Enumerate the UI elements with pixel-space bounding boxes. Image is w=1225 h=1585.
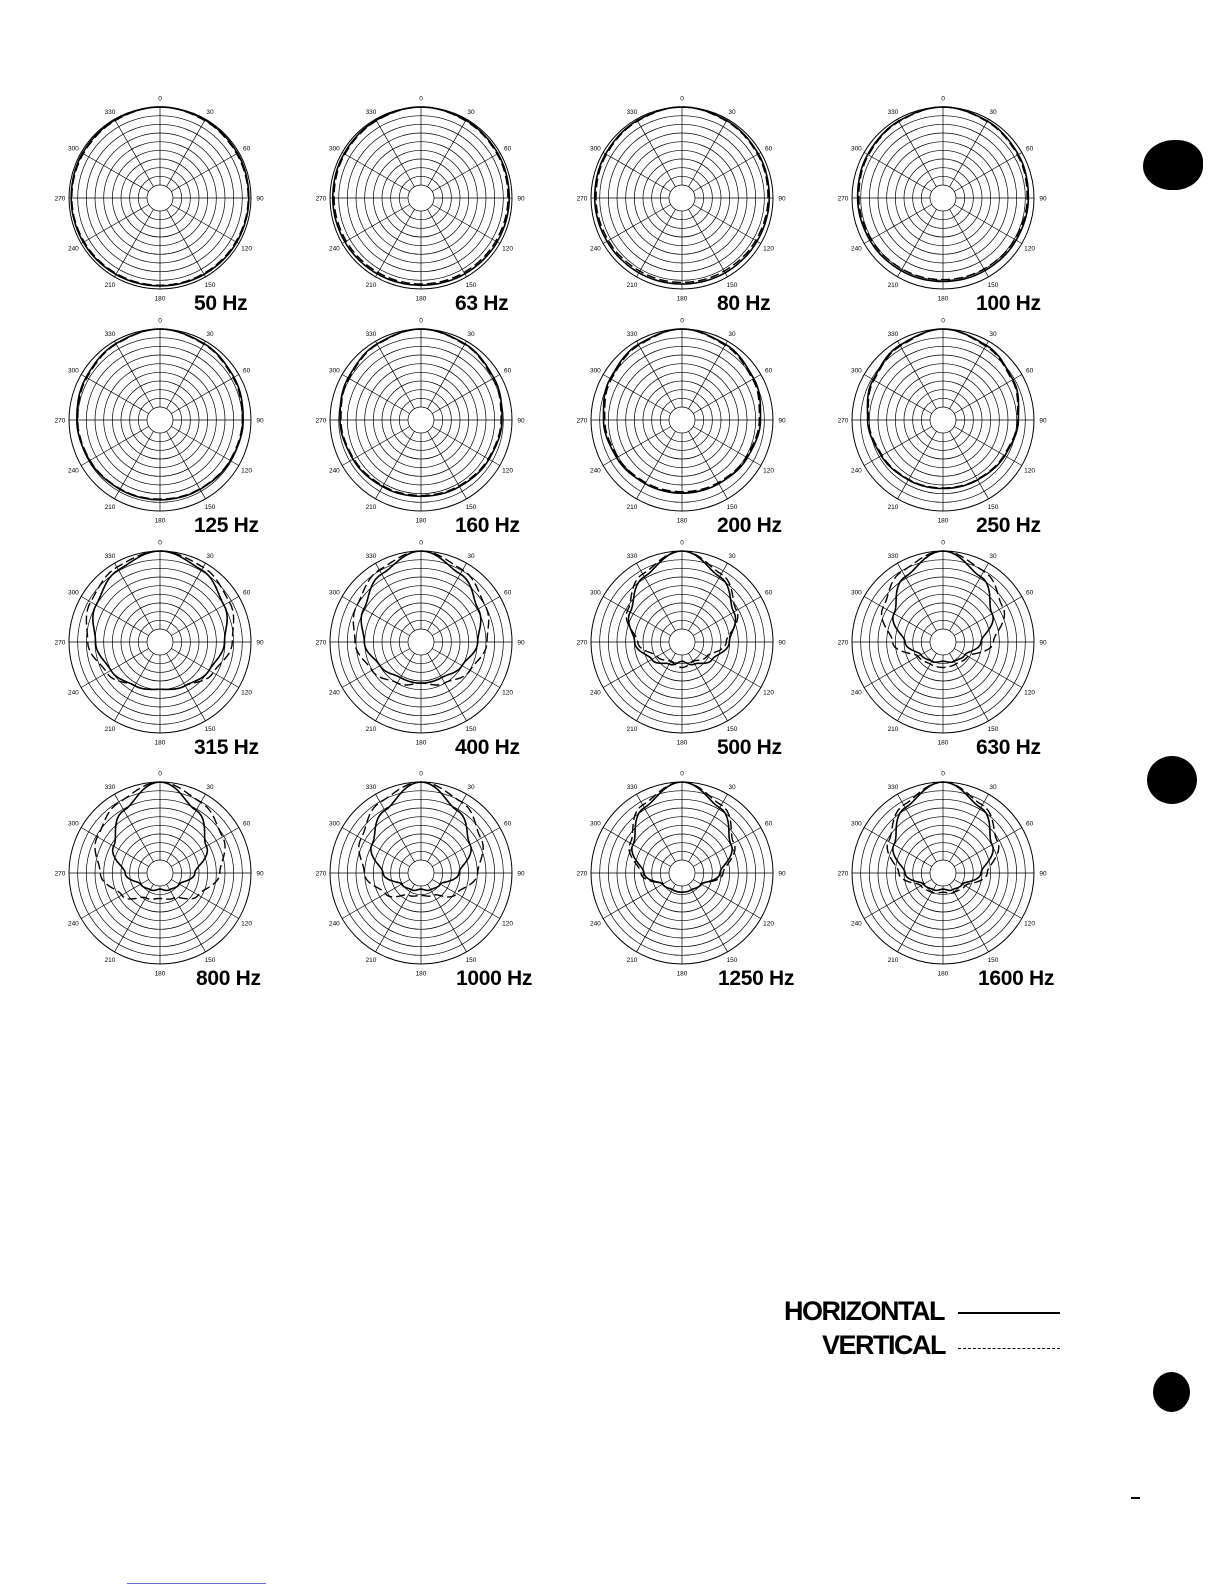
angle-tick-label: 270 <box>315 195 327 203</box>
angle-tick-label: 270 <box>315 639 327 647</box>
angle-tick-label: 60 <box>242 589 251 597</box>
angle-tick-label: 210 <box>365 726 377 734</box>
angle-tick-label: 90 <box>778 639 786 647</box>
angle-tick-label: 120 <box>502 245 514 253</box>
chart-title-50hz: 50 Hz <box>194 292 248 315</box>
angle-tick-label: 30 <box>467 108 475 116</box>
angle-tick-label: 60 <box>1025 589 1034 597</box>
angle-tick-label: 210 <box>887 504 899 512</box>
angle-tick-label: 120 <box>502 467 514 475</box>
angle-tick-label: 30 <box>206 330 214 338</box>
angle-tick-label: 30 <box>467 330 475 338</box>
angle-tick-label: 30 <box>206 552 214 560</box>
angle-tick-label: 0 <box>158 317 162 325</box>
angle-tick-label: 60 <box>1025 145 1034 153</box>
angle-tick-label: 180 <box>937 295 949 303</box>
angle-tick-label: 0 <box>680 95 684 103</box>
angle-tick-label: 240 <box>589 467 601 475</box>
angle-tick-label: 270 <box>315 417 327 425</box>
angle-tick-label: 90 <box>778 195 786 203</box>
angle-tick-label: 240 <box>328 920 340 928</box>
angle-tick-label: 210 <box>626 957 638 965</box>
angle-tick-label: 150 <box>465 282 477 290</box>
angle-tick-label: 60 <box>503 589 512 597</box>
angle-tick-label: 210 <box>626 726 638 734</box>
angle-tick-label: 30 <box>989 783 997 791</box>
angle-tick-label: 150 <box>465 504 477 512</box>
angle-tick-label: 0 <box>419 317 423 325</box>
chart-title-315hz: 315 Hz <box>194 736 259 759</box>
polar-chart-2 <box>577 96 786 303</box>
punch-hole-bottom <box>1153 1372 1190 1412</box>
angle-tick-label: 150 <box>204 282 216 290</box>
angle-tick-label: 30 <box>467 552 475 560</box>
polar-ring <box>930 629 956 655</box>
angle-tick-label: 330 <box>104 783 116 791</box>
angle-tick-label: 90 <box>517 870 525 878</box>
angle-tick-label: 90 <box>517 417 525 425</box>
chart-title-800hz: 800 Hz <box>196 967 261 990</box>
angle-tick-label: 330 <box>626 783 638 791</box>
angle-tick-label: 60 <box>503 145 512 153</box>
polar-ring <box>930 860 956 886</box>
scan-mark <box>1131 1497 1140 1499</box>
legend-vertical-label: VERTICAL <box>822 1330 945 1360</box>
angle-tick-label: 150 <box>204 957 216 965</box>
angle-tick-label: 300 <box>589 145 601 153</box>
angle-tick-label: 90 <box>517 195 525 203</box>
polar-chart-1 <box>316 96 525 303</box>
angle-tick-label: 180 <box>154 970 166 978</box>
chart-title-630hz: 630 Hz <box>976 736 1041 759</box>
chart-title-100hz: 100 Hz <box>976 292 1041 315</box>
angle-tick-label: 210 <box>365 957 377 965</box>
angle-tick-label: 120 <box>502 689 514 697</box>
chart-title-500hz: 500 Hz <box>717 736 782 759</box>
angle-tick-label: 150 <box>987 726 999 734</box>
angle-tick-label: 240 <box>328 245 340 253</box>
chart-title-125hz: 125 Hz <box>194 514 259 537</box>
polar-chart-11 <box>838 540 1047 747</box>
angle-tick-label: 120 <box>1024 920 1036 928</box>
angle-tick-label: 240 <box>589 245 601 253</box>
angle-tick-label: 60 <box>1025 820 1034 828</box>
angle-tick-label: 60 <box>503 820 512 828</box>
angle-tick-label: 0 <box>680 539 684 547</box>
angle-tick-label: 90 <box>1039 195 1047 203</box>
legend-horizontal-line <box>958 1312 1060 1314</box>
angle-tick-label: 60 <box>242 145 251 153</box>
angle-tick-label: 60 <box>764 367 773 375</box>
angle-tick-label: 120 <box>1024 689 1036 697</box>
polar-chart-7 <box>838 318 1047 525</box>
angle-tick-label: 330 <box>104 108 116 116</box>
polar-ring <box>669 407 695 433</box>
angle-tick-label: 180 <box>937 739 949 747</box>
angle-tick-label: 270 <box>54 639 66 647</box>
angle-tick-label: 60 <box>242 820 251 828</box>
angle-tick-label: 210 <box>104 957 116 965</box>
angle-tick-label: 0 <box>680 317 684 325</box>
angle-tick-label: 180 <box>154 295 166 303</box>
angle-tick-label: 240 <box>328 689 340 697</box>
angle-tick-label: 330 <box>104 330 116 338</box>
angle-tick-label: 0 <box>158 539 162 547</box>
angle-tick-label: 300 <box>328 367 340 375</box>
angle-tick-label: 0 <box>941 95 945 103</box>
angle-tick-label: 270 <box>576 195 588 203</box>
angle-tick-label: 90 <box>1039 639 1047 647</box>
angle-tick-label: 240 <box>589 920 601 928</box>
angle-tick-label: 300 <box>850 820 862 828</box>
angle-tick-label: 210 <box>626 282 638 290</box>
angle-tick-label: 210 <box>104 726 116 734</box>
chart-title-1000hz: 1000 Hz <box>456 967 533 990</box>
angle-tick-label: 30 <box>206 783 214 791</box>
angle-tick-label: 240 <box>850 467 862 475</box>
angle-tick-label: 0 <box>941 539 945 547</box>
angle-tick-label: 180 <box>415 970 427 978</box>
angle-tick-label: 210 <box>104 504 116 512</box>
polar-ring <box>147 407 173 433</box>
angle-tick-label: 120 <box>241 689 253 697</box>
angle-tick-label: 60 <box>764 589 773 597</box>
angle-tick-label: 330 <box>626 552 638 560</box>
polar-ring <box>930 407 956 433</box>
polar-chart-4 <box>55 318 264 525</box>
angle-tick-label: 0 <box>419 95 423 103</box>
polar-ring <box>147 185 173 211</box>
polar-ring <box>408 185 434 211</box>
polar-chart-6 <box>577 318 786 525</box>
angle-tick-label: 60 <box>503 367 512 375</box>
polar-ring <box>930 185 956 211</box>
chart-title-63hz: 63 Hz <box>455 292 509 315</box>
angle-tick-label: 180 <box>415 295 427 303</box>
polar-ring <box>408 629 434 655</box>
polar-ring <box>669 860 695 886</box>
polar-chart-3 <box>838 96 1047 303</box>
angle-tick-label: 0 <box>941 317 945 325</box>
angle-tick-label: 330 <box>365 552 377 560</box>
angle-tick-label: 330 <box>365 783 377 791</box>
angle-tick-label: 30 <box>728 330 736 338</box>
scan-underline <box>127 1583 266 1584</box>
angle-tick-label: 180 <box>937 517 949 525</box>
angle-tick-label: 150 <box>726 726 738 734</box>
angle-tick-label: 120 <box>763 689 775 697</box>
angle-tick-label: 210 <box>365 282 377 290</box>
angle-tick-label: 0 <box>419 770 423 778</box>
angle-tick-label: 210 <box>104 282 116 290</box>
angle-tick-label: 180 <box>415 739 427 747</box>
angle-tick-label: 300 <box>67 367 79 375</box>
angle-tick-label: 60 <box>764 145 773 153</box>
angle-tick-label: 120 <box>502 920 514 928</box>
angle-tick-label: 90 <box>1039 417 1047 425</box>
angle-tick-label: 180 <box>676 517 688 525</box>
angle-tick-label: 150 <box>987 957 999 965</box>
angle-tick-label: 30 <box>206 108 214 116</box>
angle-tick-label: 240 <box>67 245 79 253</box>
angle-tick-label: 0 <box>419 539 423 547</box>
angle-tick-label: 330 <box>365 108 377 116</box>
punch-hole-middle <box>1147 756 1197 804</box>
polar-ring <box>408 860 434 886</box>
polar-ring <box>669 185 695 211</box>
angle-tick-label: 150 <box>987 282 999 290</box>
angle-tick-label: 300 <box>67 820 79 828</box>
angle-tick-label: 60 <box>1025 367 1034 375</box>
angle-tick-label: 150 <box>726 282 738 290</box>
angle-tick-label: 90 <box>778 870 786 878</box>
polar-chart-13 <box>316 771 525 978</box>
angle-tick-label: 330 <box>626 108 638 116</box>
angle-tick-label: 300 <box>589 820 601 828</box>
polar-chart-5 <box>316 318 525 525</box>
angle-tick-label: 240 <box>67 689 79 697</box>
angle-tick-label: 150 <box>204 504 216 512</box>
legend-horizontal-label: HORIZONTAL <box>784 1296 944 1326</box>
angle-tick-label: 300 <box>328 820 340 828</box>
angle-tick-label: 120 <box>1024 245 1036 253</box>
angle-tick-label: 90 <box>256 195 264 203</box>
angle-tick-label: 330 <box>104 552 116 560</box>
angle-tick-label: 120 <box>241 920 253 928</box>
angle-tick-label: 30 <box>728 108 736 116</box>
angle-tick-label: 300 <box>589 367 601 375</box>
polar-chart-15 <box>838 771 1047 978</box>
angle-tick-label: 180 <box>154 517 166 525</box>
angle-tick-label: 300 <box>67 589 79 597</box>
angle-tick-label: 210 <box>887 726 899 734</box>
angle-tick-label: 270 <box>315 870 327 878</box>
angle-tick-label: 0 <box>158 95 162 103</box>
angle-tick-label: 90 <box>256 417 264 425</box>
angle-tick-label: 270 <box>54 417 66 425</box>
angle-tick-label: 30 <box>989 108 997 116</box>
angle-tick-label: 270 <box>54 870 66 878</box>
angle-tick-label: 240 <box>850 920 862 928</box>
angle-tick-label: 300 <box>850 589 862 597</box>
angle-tick-label: 240 <box>850 245 862 253</box>
angle-tick-label: 330 <box>887 783 899 791</box>
angle-tick-label: 180 <box>154 739 166 747</box>
chart-title-250hz: 250 Hz <box>976 514 1041 537</box>
angle-tick-label: 270 <box>54 195 66 203</box>
angle-tick-label: 180 <box>676 970 688 978</box>
angle-tick-label: 120 <box>763 467 775 475</box>
legend-vertical-line <box>958 1348 1060 1349</box>
angle-tick-label: 240 <box>850 689 862 697</box>
angle-tick-label: 90 <box>778 417 786 425</box>
angle-tick-label: 90 <box>1039 870 1047 878</box>
angle-tick-label: 120 <box>763 245 775 253</box>
punch-hole-top <box>1143 140 1203 190</box>
angle-tick-label: 150 <box>726 957 738 965</box>
angle-tick-label: 150 <box>204 726 216 734</box>
polar-chart-10 <box>577 540 786 747</box>
angle-tick-label: 210 <box>887 282 899 290</box>
angle-tick-label: 300 <box>328 145 340 153</box>
angle-tick-label: 330 <box>887 552 899 560</box>
angle-tick-label: 240 <box>67 920 79 928</box>
angle-tick-label: 90 <box>256 870 264 878</box>
angle-tick-label: 30 <box>728 552 736 560</box>
angle-tick-label: 300 <box>328 589 340 597</box>
angle-tick-label: 150 <box>987 504 999 512</box>
angle-tick-label: 30 <box>989 552 997 560</box>
polar-chart-0 <box>55 96 264 303</box>
angle-tick-label: 300 <box>67 145 79 153</box>
angle-tick-label: 330 <box>365 330 377 338</box>
angle-tick-label: 30 <box>728 783 736 791</box>
angle-tick-label: 0 <box>680 770 684 778</box>
angle-tick-label: 30 <box>467 783 475 791</box>
angle-tick-label: 210 <box>887 957 899 965</box>
chart-title-400hz: 400 Hz <box>455 736 520 759</box>
chart-title-1600hz: 1600 Hz <box>978 967 1055 990</box>
angle-tick-label: 120 <box>763 920 775 928</box>
angle-tick-label: 210 <box>365 504 377 512</box>
angle-tick-label: 270 <box>837 195 849 203</box>
angle-tick-label: 180 <box>676 739 688 747</box>
chart-title-200hz: 200 Hz <box>717 514 782 537</box>
polar-chart-12 <box>55 771 264 978</box>
angle-tick-label: 270 <box>576 417 588 425</box>
angle-tick-label: 120 <box>1024 467 1036 475</box>
angle-tick-label: 270 <box>576 870 588 878</box>
angle-tick-label: 0 <box>941 770 945 778</box>
angle-tick-label: 150 <box>465 726 477 734</box>
polar-ring <box>408 407 434 433</box>
angle-tick-label: 270 <box>837 870 849 878</box>
angle-tick-label: 180 <box>676 295 688 303</box>
angle-tick-label: 0 <box>158 770 162 778</box>
polar-chart-8 <box>55 540 264 747</box>
angle-tick-label: 180 <box>937 970 949 978</box>
angle-tick-label: 30 <box>989 330 997 338</box>
angle-tick-label: 330 <box>887 108 899 116</box>
angle-tick-label: 210 <box>626 504 638 512</box>
chart-title-80hz: 80 Hz <box>717 292 771 315</box>
angle-tick-label: 240 <box>589 689 601 697</box>
angle-tick-label: 60 <box>764 820 773 828</box>
angle-tick-label: 180 <box>415 517 427 525</box>
angle-tick-label: 270 <box>837 417 849 425</box>
angle-tick-label: 240 <box>328 467 340 475</box>
angle-tick-label: 300 <box>850 145 862 153</box>
polar-chart-9 <box>316 540 525 747</box>
angle-tick-label: 300 <box>589 589 601 597</box>
angle-tick-label: 300 <box>850 367 862 375</box>
angle-tick-label: 60 <box>242 367 251 375</box>
angle-tick-label: 330 <box>626 330 638 338</box>
angle-tick-label: 150 <box>465 957 477 965</box>
angle-tick-label: 240 <box>67 467 79 475</box>
polar-ring <box>147 860 173 886</box>
angle-tick-label: 270 <box>837 639 849 647</box>
polar-ring <box>669 629 695 655</box>
angle-tick-label: 330 <box>887 330 899 338</box>
angle-tick-label: 90 <box>256 639 264 647</box>
chart-title-1250hz: 1250 Hz <box>718 967 795 990</box>
angle-tick-label: 150 <box>726 504 738 512</box>
angle-tick-label: 90 <box>517 639 525 647</box>
polar-chart-14 <box>577 771 786 978</box>
chart-title-160hz: 160 Hz <box>455 514 520 537</box>
angle-tick-label: 120 <box>241 245 253 253</box>
polar-ring <box>147 629 173 655</box>
angle-tick-label: 270 <box>576 639 588 647</box>
angle-tick-label: 120 <box>241 467 253 475</box>
